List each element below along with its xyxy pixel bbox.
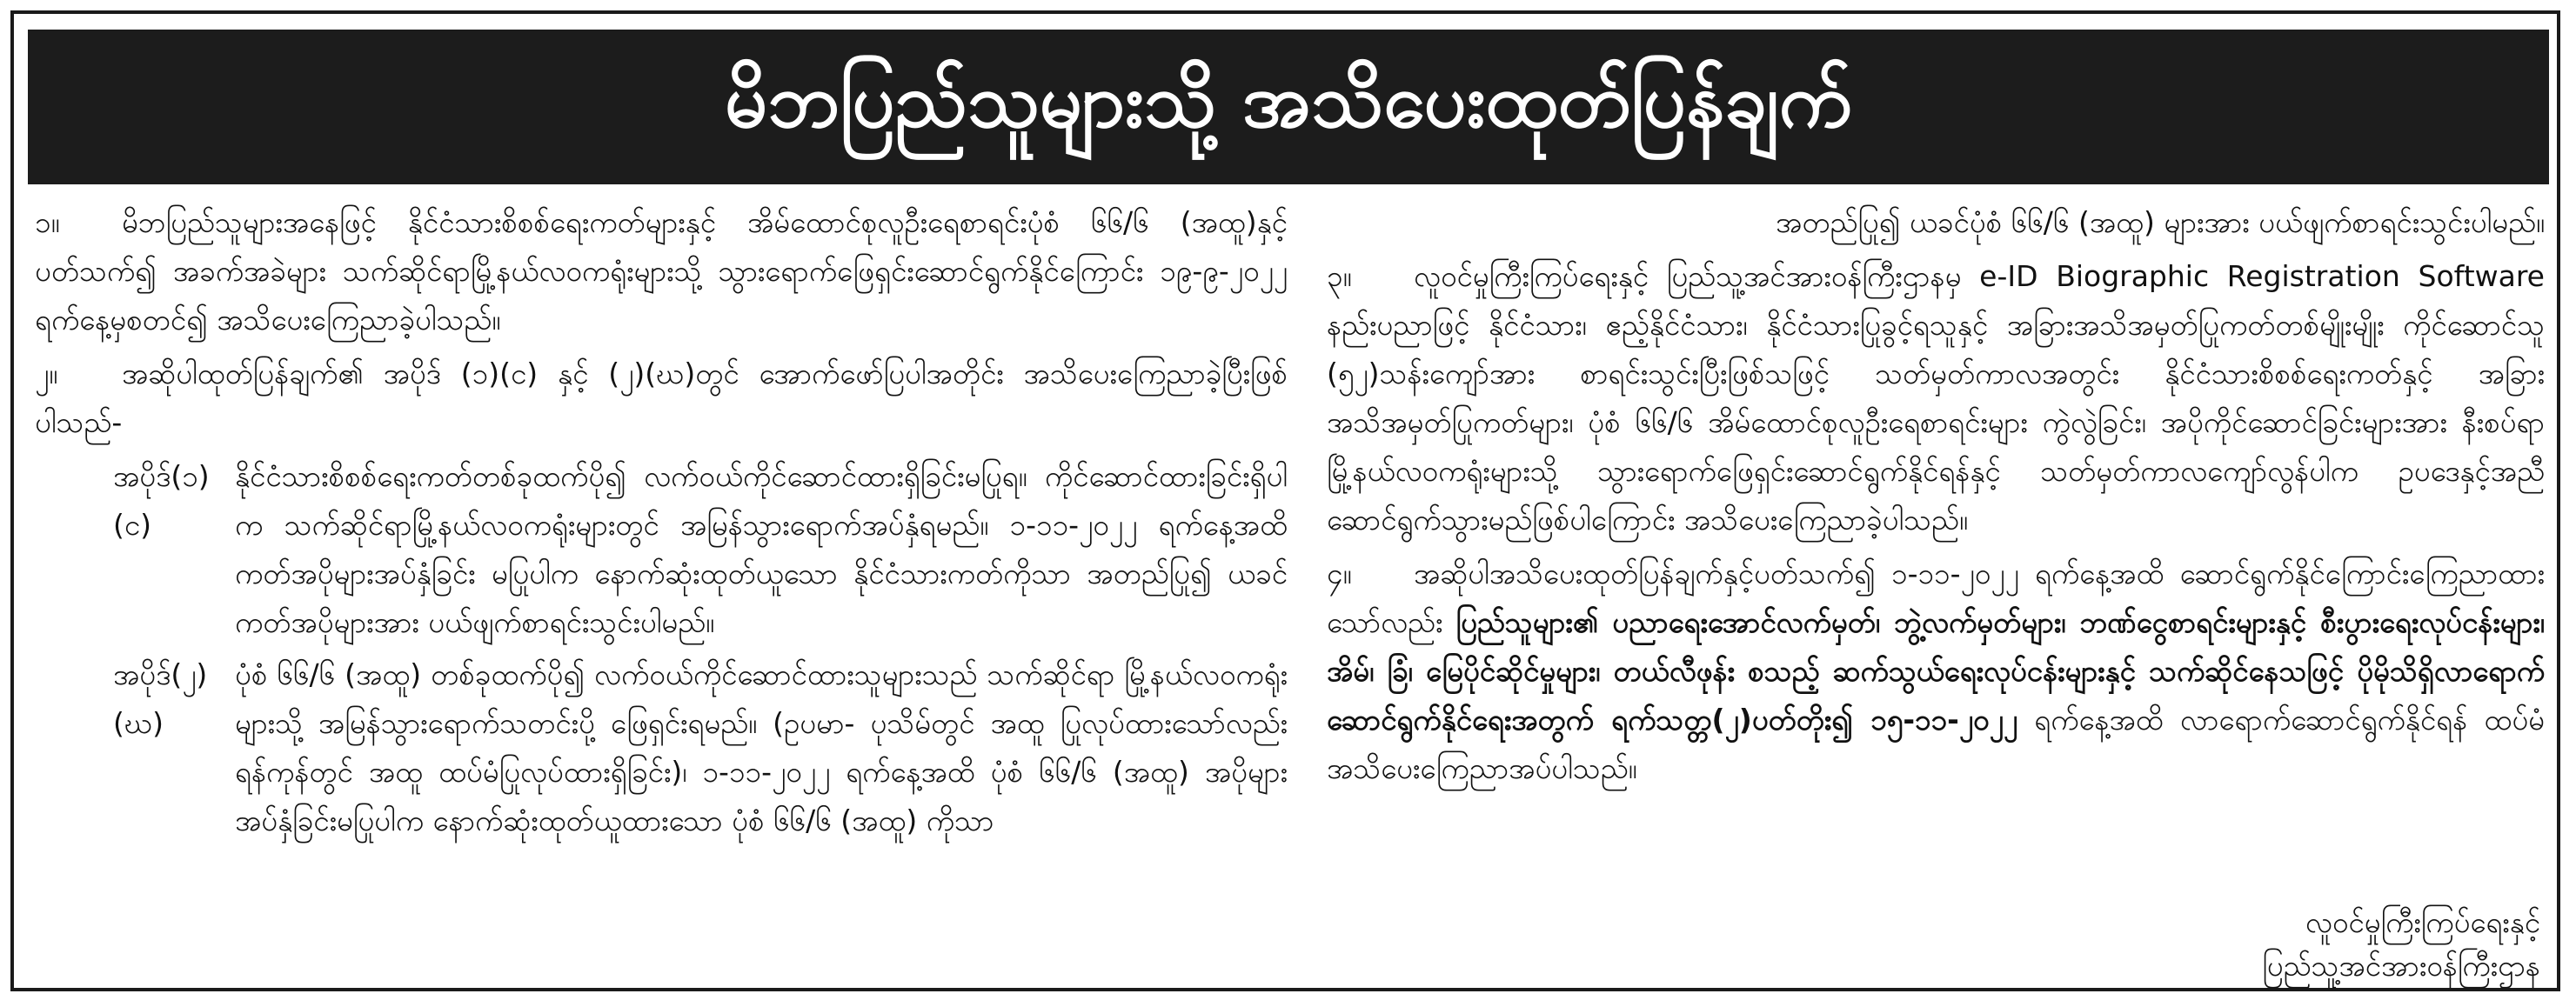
left-column <box>35 198 1288 849</box>
paragraph-number: ၄။ <box>1327 557 1352 590</box>
subsection-label: အပိုဒ်(၁)(င) <box>113 459 210 542</box>
subsection-label: အပိုဒ်(၂)(ဃ) <box>113 657 208 740</box>
paragraph-number: ၁။ <box>35 205 60 239</box>
page-title: မိဘပြည်သူများသို့ အသိပေးထုတ်ပြန်ချက် <box>28 30 2549 184</box>
paragraph-2 <box>35 350 1288 447</box>
subsection-text: ပုံစံ ၆၆/၆ (အထူ) တစ်ခုထက်ပို၍ လက်ဝယ်ကိုင်ဆောင်ထားသူများသည် သက်ဆိုင်ရာ မြို့နယ်လဝကရုံးများသို့ အမြန်သွားရောက်သတင်းပို့ ဖြေရှင်းရမည်။ (ဥပမာ- ပုသိမ်တွင် အထူ ပြုလုပ်ထားသော်လည်း ရန်ကုန်တွင် အထူ ထပ်မံပြုလုပ်ထားရှိခြင်း)၊ ၁-၁၁-၂၀၂၂ ရက်နေ့အထိ ပုံစံ ၆၆/၆ (အထူ) အပိုများအပ်နှံခြင်းမပြုပါက နောက်ဆုံးထုတ်ယူထားသော ပုံစံ ၆၆/၆ (အထူ) ကိုသာ <box>235 657 1288 837</box>
subsection-text: နိုင်ငံသားစိစစ်ရေးကတ်တစ်ခုထက်ပို၍ လက်ဝယ်ကိုင်ဆောင်ထားရှိခြင်းမပြုရ။ ကိုင်ဆောင်ထားခြင်းရှိပါက သက်ဆိုင်ရာမြို့နယ်လဝကရုံးများတွင် အမြန်သွားရောက်အပ်နှံရမည်။ ၁-၁၁-၂၀၂၂ ရက်နေ့အထိ ကတ်အပိုများအပ်နှံခြင်း မပြုပါက နောက်ဆုံးထုတ်ယူသော နိုင်ငံသားကတ်ကိုသာ အတည်ပြု၍ ယခင်ကတ်အပိုများအား ပယ်ဖျက်စာရင်းသွင်းပါမည်။ <box>235 459 1288 639</box>
paragraph-1 <box>35 198 1288 344</box>
paragraph-4 <box>1327 550 2545 793</box>
right-column <box>1327 198 2545 798</box>
paragraph-text: မိဘပြည်သူများအနေဖြင့် နိုင်ငံသားစိစစ်ရေးကတ်များနှင့် အိမ်ထောင်စုလူဦးရေစာရင်းပုံစံ ၆၆/၆ (အထူ)နှင့်ပတ်သက်၍ အခက်အခဲများ သက်ဆိုင်ရာမြို့နယ်လဝကရုံးများသို့ သွားရောက်ဖြေရှင်းဆောင်ရွက်နိုင်ကြောင်း ၁၉-၉-၂၀၂၂ ရက်နေ့မှစတင်၍ အသိပေးကြေညာခဲ့ပါသည်။ <box>35 205 1288 337</box>
paragraph-3 <box>1327 252 2545 544</box>
paragraph-text-a: အဆိုပါအသိပေးထုတ်ပြန်ချက်နှင့်ပတ်သက်၍ ၁-၁၁-၂၀၂၂ ရက်နေ့အထိ ဆောင်ရွက်နိုင်ကြောင်းကြေညာထားသော်လည်း <box>1327 557 2545 639</box>
paragraph-text: အဆိုပါထုတ်ပြန်ချက်၏ အပိုဒ် (၁)(င) နှင့် (၂)(ဃ)တွင် အောက်ဖော်ပြပါအတိုင်း အသိပေးကြေညာခဲ့ပြီးဖြစ်ပါသည်- <box>35 357 1288 439</box>
continuation-text: အတည်ပြု၍ ယခင်ပုံစံ ၆၆/၆ (အထူ) များအား ပယ်ဖျက်စာရင်းသွင်းပါမည်။ <box>1776 205 2545 239</box>
paragraph-number: ၃။ <box>1327 259 1352 293</box>
paragraph-text-highlight: ပြည်သူများ၏ ပညာရေးအောင်လက်မှတ်၊ ဘွဲ့လက်မှတ်များ၊ ဘဏ်ငွေစာရင်းများနှင့် စီးပွားရေးလုပ်ငန်းများ၊ အိမ်၊ ခြံ၊ မြေပိုင်ဆိုင်မှုများ၊ တယ်လီဖုန်း စသည့် ဆက်သွယ်ရေးလုပ်ငန်းများနှင့် သက်ဆိုင်နေသဖြင့် ပိုမိုသိရှိလာရောက်ဆောင်ရွက်နိုင်ရေးအတွက် ရက်သတ္တ(၂)ပတ်တိုး၍ ၁၅-၁၁-၂၀၂၂ <box>1327 605 2546 737</box>
subsection-1-c <box>35 452 1288 647</box>
subsection-2-gha <box>35 650 1288 845</box>
paragraph-text: လူဝင်မှုကြီးကြပ်ရေးနှင့် ပြည်သူ့အင်အားဝန်ကြီးဌာနမှ e-ID Biographic Registration Software နည်းပညာဖြင့် နိုင်ငံသား၊ ဧည့်နိုင်ငံသား၊ နိုင်ငံသားပြုခွင့်ရသူနှင့် အခြားအသိအမှတ်ပြုကတ်တစ်မျိုးမျိုး ကိုင်ဆောင်သူ (၅၂)သန်းကျော်အား စာရင်းသွင်းပြီးဖြစ်သဖြင့် သတ်မှတ်ကာလအတွင်း နိုင်ငံသားစိစစ်ရေးကတ်နှင့် အခြားအသိအမှတ်ပြုကတ်များ၊ ပုံစံ ၆၆/၆ အိမ်ထောင်စုလူဦးရေစာရင်းများ ကွဲလွဲခြင်း၊ အပိုကိုင်ဆောင်ခြင်းများအား နီးစပ်ရာမြို့နယ်လဝကရုံးများသို့ သွားရောက်ဖြေရှင်းဆောင်ရွက်နိုင်ရန်နှင့် သတ်မှတ်ကာလကျော်လွန်ပါက ဥပဒေနှင့်အညီ ဆောင်ရွက်သွားမည်ဖြစ်ပါကြောင်း အသိပေးကြေညာခဲ့ပါသည်။ <box>1327 259 2545 537</box>
paragraph-number: ၂။ <box>35 357 58 390</box>
signature-line-1: လူဝင်မှုကြီးကြပ်ရေးနှင့် <box>2305 905 2540 939</box>
paragraph-text-c: ရက်နေ့အထိ လာရောက်ဆောင်ရွက်နိုင်ရန် ထပ်မံအသိပေးကြေညာအပ်ပါသည်။ <box>1327 703 2545 785</box>
signature-line-2: ပြည်သူ့အင်အားဝန်ကြီးဌာန <box>2262 949 2540 983</box>
